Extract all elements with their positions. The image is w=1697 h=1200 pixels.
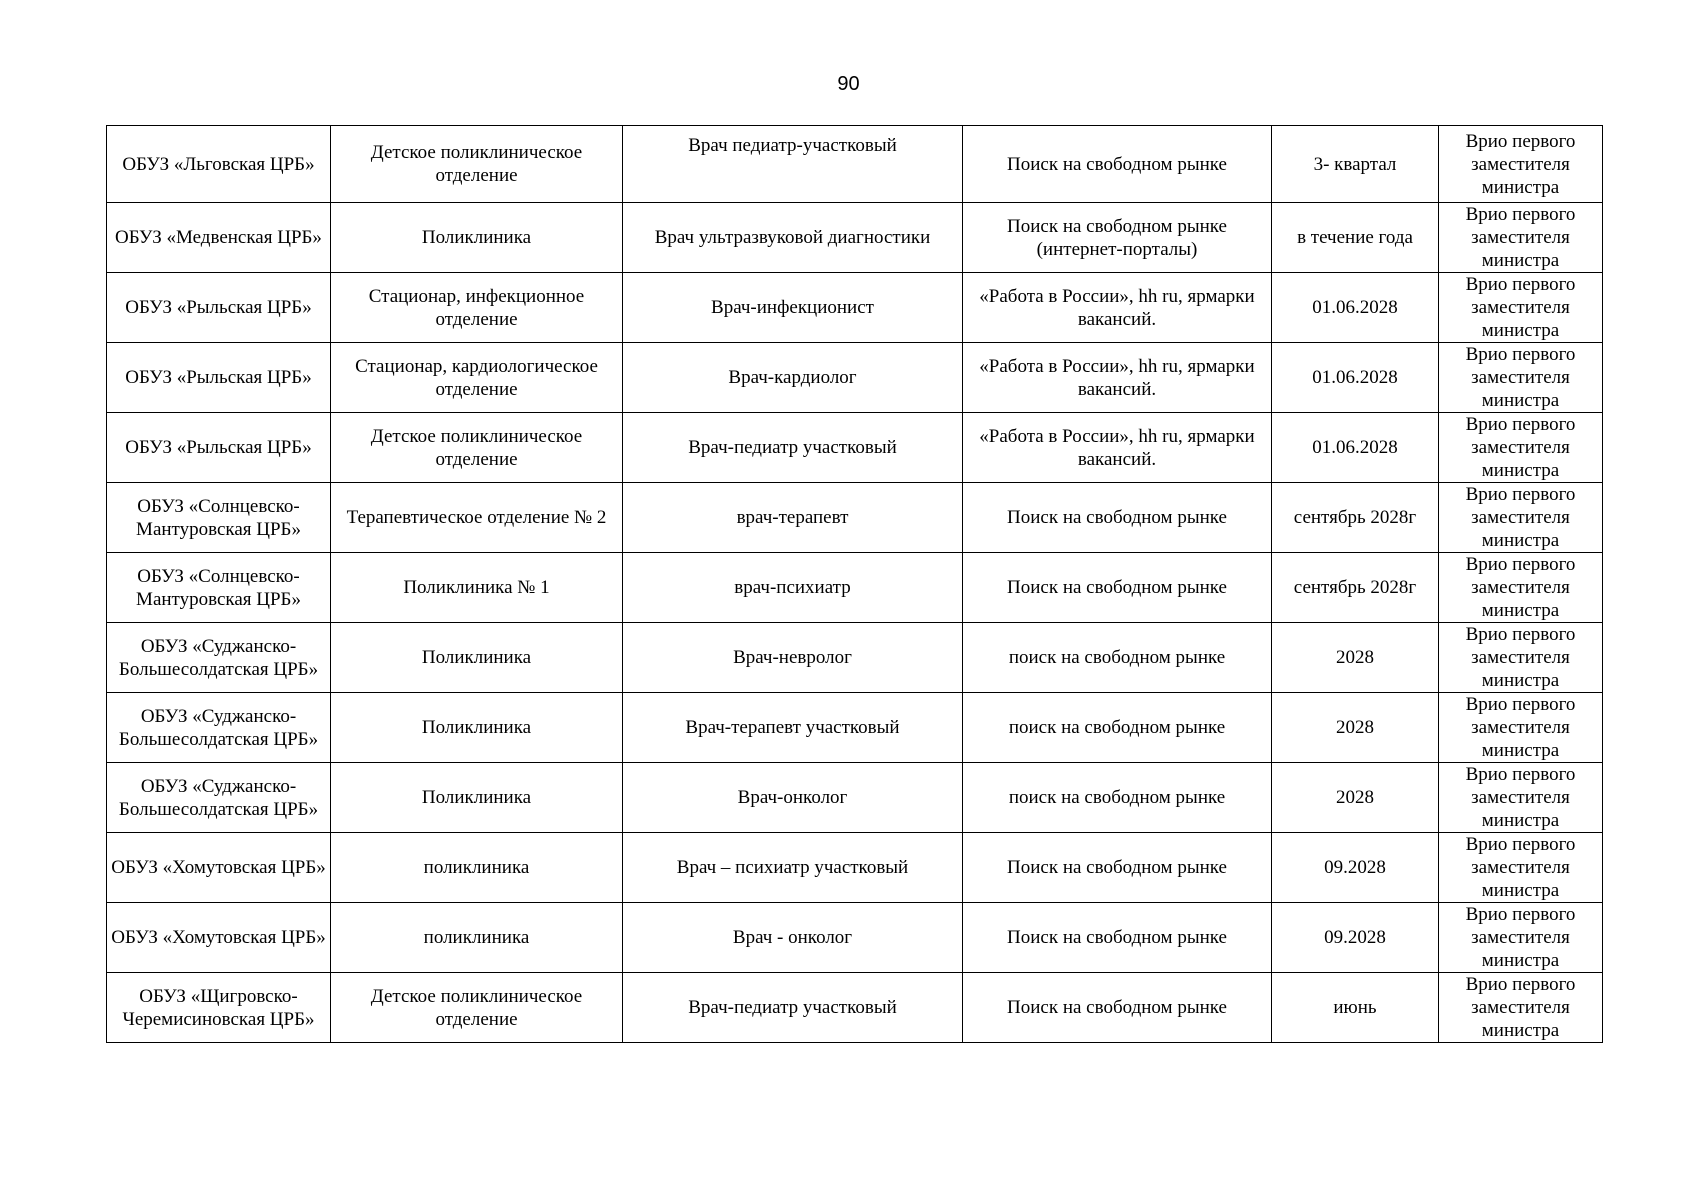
cell-responsible: Врио первого заместителя министра: [1439, 973, 1603, 1043]
cell-deadline: 2028: [1272, 763, 1439, 833]
cell-deadline: сентябрь 2028г: [1272, 483, 1439, 553]
cell-position: врач-терапевт: [623, 483, 963, 553]
table-row: [107, 483, 1603, 553]
cell-position: врач-психиатр: [623, 553, 963, 623]
table-row: [107, 413, 1603, 483]
page-number: 90: [837, 73, 860, 95]
cell-deadline: сентябрь 2028г: [1272, 553, 1439, 623]
cell-search-method: поиск на свободном рынке: [963, 763, 1272, 833]
cell-search-method: Поиск на свободном рынке: [963, 833, 1272, 903]
cell-search-method: «Работа в России», hh ru, ярмарки вакансий.: [963, 343, 1272, 413]
table-body: [107, 126, 1603, 1043]
table-row: [107, 833, 1603, 903]
cell-department: Детское поликлиническое отделение: [331, 413, 623, 483]
cell-department: Детское поликлиническое отделение: [331, 973, 623, 1043]
cell-responsible: Врио первого заместителя министра: [1439, 413, 1603, 483]
cell-department: Терапевтическое отделение № 2: [331, 483, 623, 553]
cell-position: Врач – психиатр участковый: [623, 833, 963, 903]
cell-position: Врач-педиатр участковый: [623, 973, 963, 1043]
cell-department: Поликлиника: [331, 693, 623, 763]
table-row: [107, 126, 1603, 203]
cell-responsible: Врио первого заместителя министра: [1439, 903, 1603, 973]
cell-deadline: 3- квартал: [1272, 126, 1439, 203]
cell-position: Врач-онколог: [623, 763, 963, 833]
cell-search-method: «Работа в России», hh ru, ярмарки вакансий.: [963, 273, 1272, 343]
cell-position: Врач-кардиолог: [623, 343, 963, 413]
cell-deadline: 01.06.2028: [1272, 413, 1439, 483]
cell-department: Поликлиника: [331, 623, 623, 693]
cell-organization: ОБУЗ «Суджанско-Большесолдатская ЦРБ»: [107, 763, 331, 833]
table-row: [107, 553, 1603, 623]
cell-department: поликлиника: [331, 833, 623, 903]
table-row: [107, 203, 1603, 273]
cell-deadline: июнь: [1272, 973, 1439, 1043]
cell-organization: ОБУЗ «Хомутовская ЦРБ»: [107, 903, 331, 973]
cell-department: Детское поликлиническое отделение: [331, 126, 623, 203]
table-row: [107, 903, 1603, 973]
cell-search-method: Поиск на свободном рынке: [963, 553, 1272, 623]
cell-responsible: Врио первого заместителя министра: [1439, 623, 1603, 693]
cell-department: поликлиника: [331, 903, 623, 973]
cell-position: Врач педиатр-участковый: [623, 126, 963, 203]
cell-organization: ОБУЗ «Хомутовская ЦРБ»: [107, 833, 331, 903]
cell-position: Врач-инфекционист: [623, 273, 963, 343]
cell-search-method: «Работа в России», hh ru, ярмарки вакансий.: [963, 413, 1272, 483]
table-row: [107, 973, 1603, 1043]
cell-department: Поликлиника: [331, 203, 623, 273]
cell-deadline: 09.2028: [1272, 833, 1439, 903]
cell-search-method: Поиск на свободном рынке: [963, 903, 1272, 973]
cell-organization: ОБУЗ «Рыльская ЦРБ»: [107, 413, 331, 483]
cell-department: Стационар, кардиологическое отделение: [331, 343, 623, 413]
cell-responsible: Врио первого заместителя министра: [1439, 343, 1603, 413]
cell-organization: ОБУЗ «Льговская ЦРБ»: [107, 126, 331, 203]
cell-department: Стационар, инфекционное отделение: [331, 273, 623, 343]
cell-organization: ОБУЗ «Суджанско-Большесолдатская ЦРБ»: [107, 623, 331, 693]
cell-position: Врач-терапевт участковый: [623, 693, 963, 763]
cell-organization: ОБУЗ «Щигровско-Черемисиновская ЦРБ»: [107, 973, 331, 1043]
table-row: [107, 763, 1603, 833]
cell-search-method: поиск на свободном рынке: [963, 623, 1272, 693]
cell-responsible: Врио первого заместителя министра: [1439, 553, 1603, 623]
table-row: [107, 623, 1603, 693]
cell-position: Врач ультразвуковой диагностики: [623, 203, 963, 273]
cell-deadline: 2028: [1272, 693, 1439, 763]
cell-deadline: 01.06.2028: [1272, 273, 1439, 343]
cell-position: Врач-педиатр участковый: [623, 413, 963, 483]
cell-responsible: Врио первого заместителя министра: [1439, 833, 1603, 903]
cell-responsible: Врио первого заместителя министра: [1439, 483, 1603, 553]
cell-position: Врач - онколог: [623, 903, 963, 973]
cell-search-method: Поиск на свободном рынке: [963, 973, 1272, 1043]
table-row: [107, 273, 1603, 343]
cell-position: Врач-невролог: [623, 623, 963, 693]
cell-deadline: 01.06.2028: [1272, 343, 1439, 413]
cell-organization: ОБУЗ «Рыльская ЦРБ»: [107, 273, 331, 343]
cell-responsible: Врио первого заместителя министра: [1439, 203, 1603, 273]
vacancy-table: [106, 125, 1603, 1043]
cell-search-method: поиск на свободном рынке: [963, 693, 1272, 763]
cell-responsible: Врио первого заместителя министра: [1439, 693, 1603, 763]
cell-search-method: Поиск на свободном рынке (интернет-порталы): [963, 203, 1272, 273]
cell-organization: ОБУЗ «Суджанско-Большесолдатская ЦРБ»: [107, 693, 331, 763]
cell-deadline: 09.2028: [1272, 903, 1439, 973]
cell-responsible: Врио первого заместителя министра: [1439, 126, 1603, 203]
cell-search-method: Поиск на свободном рынке: [963, 126, 1272, 203]
cell-deadline: 2028: [1272, 623, 1439, 693]
cell-search-method: Поиск на свободном рынке: [963, 483, 1272, 553]
cell-organization: ОБУЗ «Солнцевско-Мантуровская ЦРБ»: [107, 483, 331, 553]
table-row: [107, 343, 1603, 413]
table-row: [107, 693, 1603, 763]
cell-department: Поликлиника: [331, 763, 623, 833]
cell-responsible: Врио первого заместителя министра: [1439, 763, 1603, 833]
cell-organization: ОБУЗ «Медвенская ЦРБ»: [107, 203, 331, 273]
cell-department: Поликлиника № 1: [331, 553, 623, 623]
cell-organization: ОБУЗ «Рыльская ЦРБ»: [107, 343, 331, 413]
cell-organization: ОБУЗ «Солнцевско-Мантуровская ЦРБ»: [107, 553, 331, 623]
cell-deadline: в течение года: [1272, 203, 1439, 273]
cell-responsible: Врио первого заместителя министра: [1439, 273, 1603, 343]
